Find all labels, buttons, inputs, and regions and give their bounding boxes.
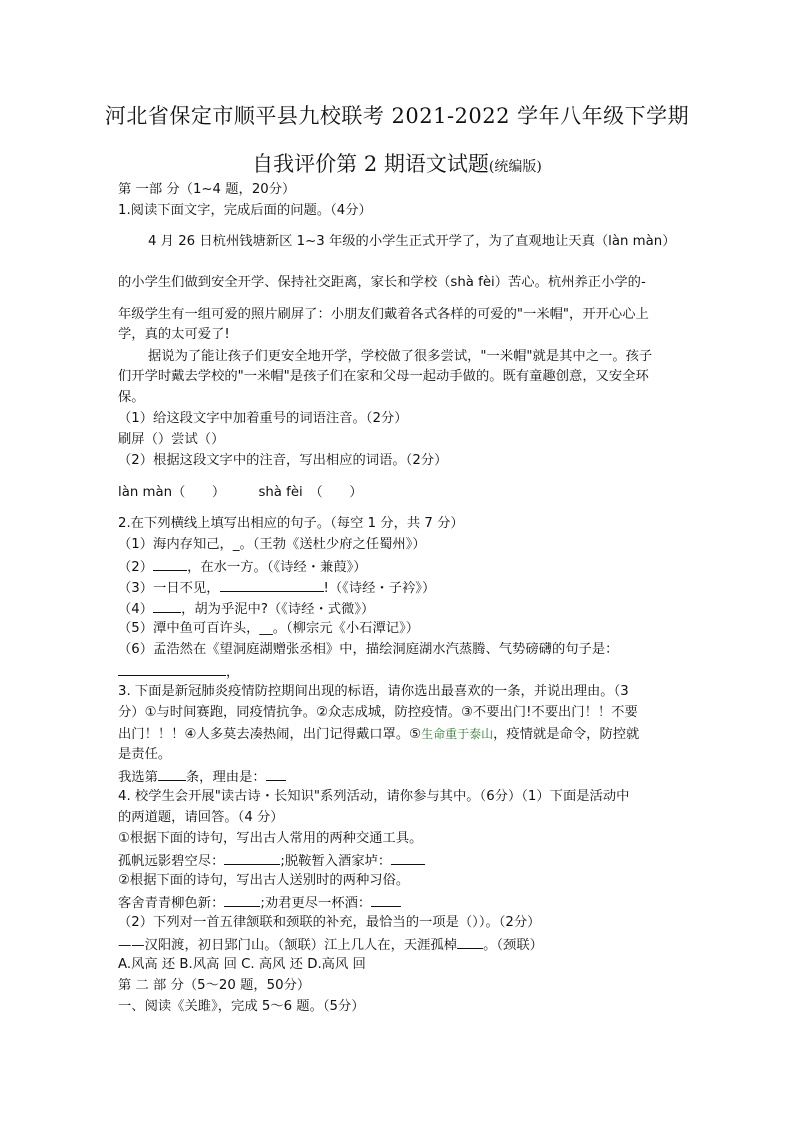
question-4-1-b: ②根据下面的诗句，写出古人送别时的两种习俗。 (118, 873, 410, 888)
question-2-prompt: 2.在下列横线上填写出相应的句子。（每空 1 分，共 7 分） (118, 516, 464, 531)
passage-line: 们开学时戴去学校的"一米帽"是孩子们在家和父母一起动手做的。既有童趣创意，又安全环 (118, 369, 649, 384)
passage-line: 4 月 26 日杭州钱塘新区 1~3 年级的小学生正式开学了，为了直观地让天真（làn màn） (148, 234, 676, 249)
exam-title-edition: (统编版) (488, 159, 542, 175)
passage-line: 据说为了能让孩子们更安全地开学，学校做了很多尝试，"一米帽"就是其中之一。孩子 (148, 349, 653, 364)
poem-line: ——汉阳渡，初日郢门山。（颔联）江上几人在，天涯孤棹 (118, 938, 458, 953)
comma: ， (226, 665, 240, 680)
question-4-prompt: 4. 校学生会开展"读古诗・长知识"系列活动，请你参与其中。（6分）（1）下面是活动中 (118, 789, 630, 804)
question-2-4-number: （4） (118, 602, 154, 617)
question-2-5: （5）潭中鱼可百许头，__。（柳宗元《小石潭记》） (118, 621, 419, 636)
question-1-2: （2）根据这段文字中的注音，写出相应的词语。（2分） (118, 453, 448, 468)
section-heading-part2: 第 二 部 分（5～20 题，50分） (118, 978, 311, 993)
question-2-2-text: ，在水一方。（《诗经・兼葭》） (187, 560, 367, 575)
passage-line: 保。 (118, 390, 145, 405)
question-4-2-poem (118, 936, 543, 954)
question-3-answer (118, 768, 286, 786)
poem-line: 孤帆远影碧空尽： (118, 854, 225, 869)
question-2-6-blank-line (118, 663, 239, 681)
answer-blank[interactable] (153, 600, 181, 613)
passage-line: 年级学生有一组可爱的照片刷屏了：小朋友们戴着各式各样的可爱的"一米帽"，开开心心上 (118, 307, 649, 322)
question-2-3-source: !（《诗经・子衿》） (323, 581, 436, 596)
answer-blank[interactable] (220, 579, 324, 592)
answer-blank[interactable] (153, 558, 187, 571)
answer-blank[interactable] (158, 768, 186, 781)
poem-line: ;脱鞍暂入酒家垆： (280, 854, 392, 869)
question-2-3 (118, 579, 435, 597)
slogan-text: 出门！！！④人多莫去凑热闹，出门记得戴口罩。⑤ (118, 727, 422, 742)
question-1-1-blanks: 刷屏（）尝试（） (118, 432, 225, 447)
question-4-text: 的两道题，请回答。（4 分） (118, 810, 284, 825)
question-1-2-blanks: làn màn（ ） shà fèi （ ） (118, 485, 363, 500)
poem-line: 客舍青青柳色新： (118, 896, 225, 911)
poem-line: 。（颈联） (483, 938, 543, 953)
question-1-prompt: 1.阅读下面文字，完成后面的问题。（4分） (118, 203, 372, 218)
exam-title-line2 (0, 148, 794, 178)
slogan-highlight: 生命重于泰山 (421, 727, 494, 741)
answer-blank[interactable] (266, 768, 286, 781)
poem-line: ;劝君更尽一杯酒： (260, 896, 372, 911)
question-3-text (118, 726, 639, 743)
answer-blank[interactable] (391, 852, 425, 865)
question-2-4 (118, 600, 374, 618)
question-1-1: （1）给这段文字中加着重号的词语注音。（2分） (118, 411, 408, 426)
question-4-1-b-blanks (118, 894, 401, 912)
question-2-3-text: （3）一日不见， (118, 581, 220, 596)
slogan-text: ，疫情就是命令，防控就 (493, 727, 640, 742)
question-4-1-a-blanks (118, 852, 425, 870)
question-2-2-number: （2） (118, 560, 154, 575)
section-heading-part1: 第 一部 分（1~4 题，20分） (118, 182, 296, 197)
question-2-4-text: ，胡为乎泥中?（《诗经・式微》） (181, 602, 375, 617)
exam-title-main: 自我评价第 2 期语文试题 (252, 152, 489, 176)
question-2-2 (118, 558, 367, 576)
answer-label: 条，理由是： (185, 770, 266, 785)
question-2-6: （6）孟浩然在《望洞庭湖赠张丞相》中，描绘洞庭湖水汽蒸腾、气势磅礴的句子是： (118, 642, 619, 657)
answer-blank[interactable] (457, 936, 483, 949)
passage-line: 学，真的太可爱了! (118, 327, 230, 342)
reading-section-heading: 一、阅读《关雎》，完成 5～6 题。（5分） (118, 999, 365, 1014)
question-4-2: （2）下列对一首五律颔联和颈联的补充，最恰当的一项是（））。（2分） (118, 915, 541, 930)
question-3-prompt: 3. 下面是新冠肺炎疫情防控期间出现的标语，请你选出最喜欢的一条，并说出理由。（3 (118, 684, 629, 699)
answer-blank[interactable] (224, 894, 260, 907)
answer-blank[interactable] (371, 894, 401, 907)
question-3-text: 分）①与时间赛跑，同疫情抗争。②众志成城，防控疫情。③不要出门!不要出门！！不要 (118, 705, 638, 720)
passage-line: 的小学生们做到安全开学、保持社交距离，家长和学校（shà fèi）苦心。杭州养正小学的- (118, 275, 646, 290)
exam-title-line1: 河北省保定市顺平县九校联考 2021-2022 学年八年级下学期 (104, 104, 690, 128)
question-4-2-options: A.风高 还 B.风高 回 C. 高风 还 D.高风 回 (118, 957, 366, 972)
question-4-1-a: ①根据下面的诗句，写出古人常用的两种交通工具。 (118, 831, 423, 846)
answer-blank[interactable] (224, 852, 280, 865)
question-3-text: 是责任。 (118, 747, 172, 762)
answer-blank[interactable] (118, 663, 226, 676)
answer-label: 我选第 (118, 770, 158, 785)
question-2-1: （1）海内存知己，_。（王勃《送杜少府之任蜀州》） (118, 537, 426, 552)
